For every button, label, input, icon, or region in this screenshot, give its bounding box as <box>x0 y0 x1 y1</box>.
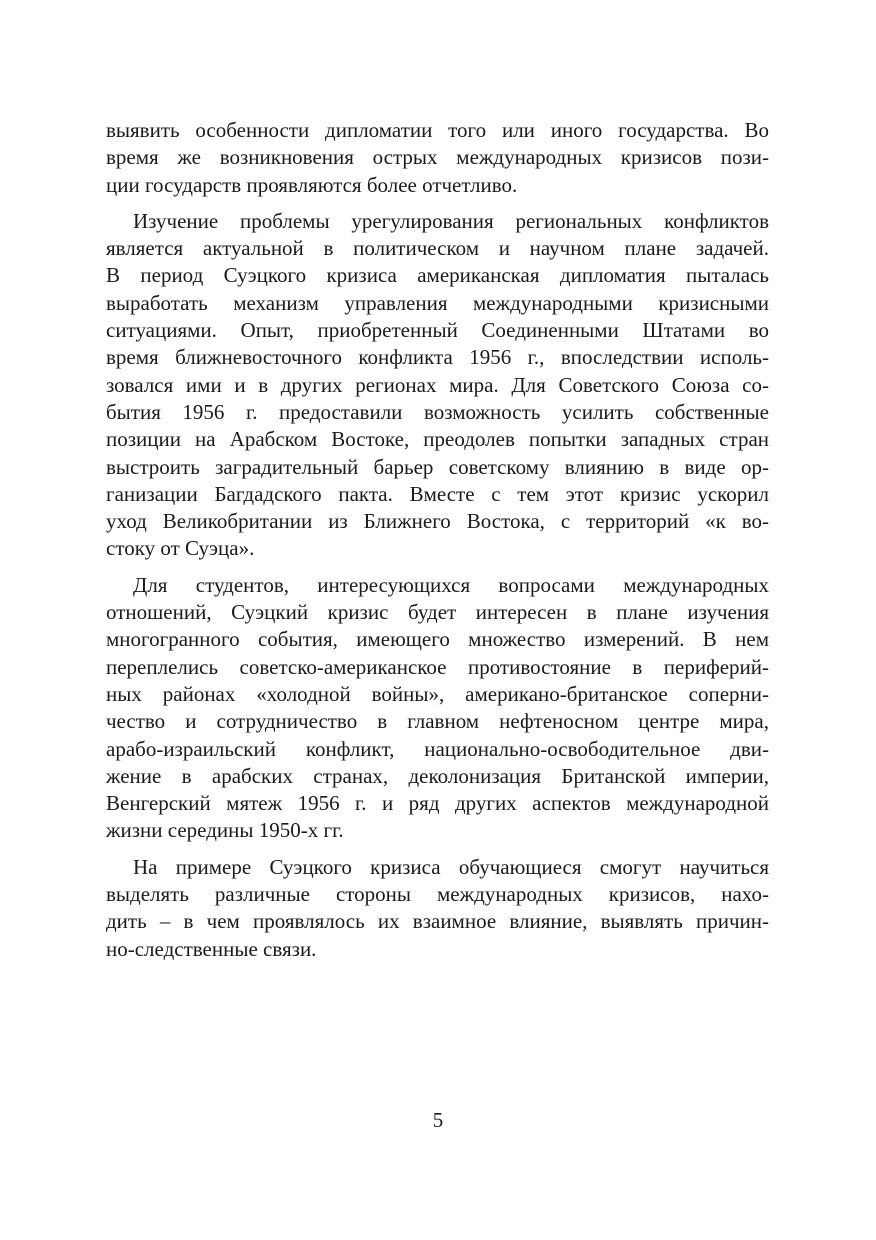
paragraph-1 <box>106 117 769 199</box>
text-line: выработать механизм управления международными кризисными <box>106 290 769 315</box>
paragraph-3 <box>106 572 769 845</box>
text-line: Для студентов, интересующихся вопросами международных <box>133 572 769 597</box>
text-line: В период Суэцкого кризиса американская дипломатия пыталась <box>106 263 769 288</box>
text-line: На примере Суэцкого кризиса обучающиеся смогут научиться <box>133 854 769 879</box>
text-line: жизни середины 1950-х гг. <box>106 818 344 843</box>
text-line: дить – в чем проявлялось их взаимное влияние, выявлять причин- <box>106 909 769 934</box>
text-line: арабо-израильский конфликт, национально-освободительное дви- <box>106 736 769 761</box>
text-line: выстроить заградительный барьер советскому влиянию в виде ор- <box>106 454 769 479</box>
text-line: жение в арабских странах, деколонизация Британской империи, <box>106 763 769 788</box>
text-line: является актуальной в политическом и научном плане задачей. <box>106 236 769 261</box>
text-line: ситуациями. Опыт, приобретенный Соединенными Штатами во <box>106 318 769 343</box>
text-line: позиции на Арабском Востоке, преодолев попытки западных стран <box>106 427 769 452</box>
text-line: но-следственные связи. <box>106 936 317 961</box>
text-line: ции государств проявляются более отчетливо. <box>106 172 518 197</box>
page-number: 5 <box>432 1108 444 1132</box>
paragraph-4 <box>106 854 769 963</box>
text-line: многогранного события, имеющего множество измерений. В нем <box>106 627 769 652</box>
text-line: чество и сотрудничество в главном нефтеносном центре мира, <box>106 709 769 734</box>
text-line: выделять различные стороны международных кризисов, нахо- <box>106 882 769 907</box>
text-line: время ближневосточного конфликта 1956 г., впоследствии исполь- <box>106 345 769 370</box>
text-line: ганизации Багдадского пакта. Вместе с тем этот кризис ускорил <box>106 481 769 506</box>
text-line: выявить особенности дипломатии того или иного государства. Во <box>106 118 769 142</box>
paragraph-2 <box>106 208 769 563</box>
text-line: отношений, Суэцкий кризис будет интересен в плане изучения <box>106 600 769 625</box>
text-line: Венгерский мятеж 1956 г. и ряд других аспектов международной <box>106 791 769 816</box>
text-line: время же возникновения острых международных кризисов пози- <box>106 145 769 170</box>
text-line: бытия 1956 г. предоставили возможность усилить собственные <box>106 399 769 424</box>
text-line: ных районах «холодной войны», американо-британское соперни- <box>106 681 769 706</box>
body-text <box>106 117 769 963</box>
text-line: зовался ими и в других регионах мира. Для Советского Союза со- <box>106 372 769 397</box>
text-line: стоку от Суэца». <box>106 536 255 561</box>
text-line: Изучение проблемы урегулирования региональных конфликтов <box>133 208 769 233</box>
text-line: переплелись советско-американское противостояние в периферий- <box>106 654 769 679</box>
text-line: уход Великобритании из Ближнего Востока, с территорий «к во- <box>106 509 769 534</box>
